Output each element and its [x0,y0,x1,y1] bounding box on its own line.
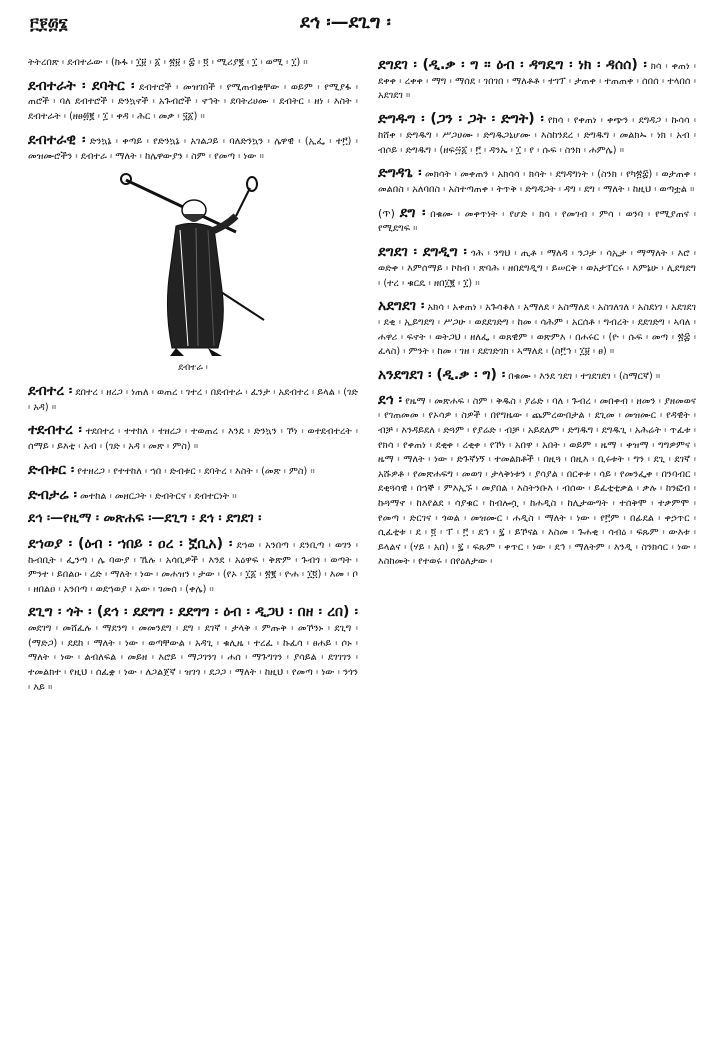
entry-debtere [28,382,358,415]
entry-digdug [378,110,696,158]
definition: የተዘረጋ ፡ የተተከለ ፡ ኀበ ፡ ድብቱር ፡ ደባትረ ፡ እስት ፡ (መጽ ፡ ምስ) ። [77,465,315,477]
definition: በቁሙ ፡ እንደ ገደገ ፡ ተገደገደገ ፡ (ስማርኛ) ። [508,370,661,382]
headword: ደኅ ፡ [378,391,402,408]
right-column [378,56,696,1046]
entry-degdege-dawn [378,243,696,291]
page-number: ፫፻፴፮ [30,14,68,33]
headword: ደብተራዊ ፡ [28,131,86,148]
headword: ደብተረ ፡ [28,382,73,399]
entry-andegdege [378,366,696,385]
definition: ክሳ ፡ ቀጠነ ፡ ደቀቀ ፡ ረቀቀ ፡ ማግ ፡ ማሰደ ፡ ገበገበ ፡ ማለቶቶ ፡ ተገፕ ፡ ታጠቀ ፡ ተጠጠቀ ፡ ሰበሰ ፡ ተላበሰ ፡ አደገደገ ። [378,61,696,102]
figure-caption: ደብተራ ፡ [178,363,208,374]
entry-debtarawi [28,131,358,164]
entry-mark: (ጥ) [378,206,395,220]
headword: ድግዳጌ ፡ [378,165,422,182]
headword: ደግደገ ፡ ደግዲግ ፡ [378,244,467,261]
headword: ድግዱግ ፡ (ጋን ፡ ጋት ፡ ድግት) ፡ [378,111,544,128]
entry-degig [28,603,358,695]
entry-continued: ትትረበጽ ፡ ደብተራው ፡ (ኩፋ ፡ ፲፱ ፡ ፩ ፡ ፳፱ ፡ ፰ ፡ ፬ ፡ ሚሪያ፪ ፡ ፲ ፡ ወሚ ፡ ፲) ። [28,57,308,68]
definition: ድንኳኔ ፡ ቀጣይ ፡ የድንኳኔ ፡ አገልጋይ ፡ ባለድንኳን ፡ ሌዋዊ ፡ (ኢፌ ፡ ተ፫) ፡ መዝሙሮችን ፡ ደብተራ ፡ ማለት ፡ ከሌዋውያን ፡ ስም ፡ የመጣ ፡ ነው ። [28,135,358,162]
definition: ጎሕ ፡ ንግህ ፡ ጢቶ ፡ ማለዳ ፡ ንጋታ ፡ ሳኢታ ፡ ማማለት ፡ እሮ ፡ ወድቀ ፡ እምሰማይ ፡ ኮከብ ፡ ጽባሕ ፡ ዘበደግዲግ ፡ ይሠርቅ ፡ ወአታፐርሩ ፡ እምኔሁ ፡ ሊደግደግ ፡ (ተረ ፡ ቁርዴ ፡ ዘበ፲፪ ፡ ፲) ። [378,248,696,289]
definition: ደብተሮች ፡ መዝገበች ፡ የሚጠብቋቸው ፡ ወይም ፡ የሚያፋ ፡ ጠሮች ፡ ባለ ደብተሮች ፡ ድንኳኖች ፡ አጉብሮች ፡ ኖኅት ፡ ደባትሪሀሙ ፡ ደብትር ፡ ዘነ ፡ እስት ፡ ደብተራት ፡ (ዘፀ፴፪ ፡ ፲ ፡ ቀዳ ፡ ሕር ፡ መቃ ፡ ፶፩) ። [28,81,358,123]
definition: የዜማ ፡ መጽሐፍ ፡ ስም ፡ ቅዱስ ፡ ያሬድ ፡ ባለ ፡ ጉብረ ፡ መበቀብ ፡ ዘመን ፡ ያዘመወና ፡ የገጠመመ ፡ የኦሳዎ ፡ ስዎች ፡ በየግዜው ፡ ጨምረውበታል ፡ ደጊመ ፡ መዝሙር ፡ የዳዊት ፡ ብቻ ፡ እንዳይደለ ፡ ድጓም ፡ የያሬድ ፡ ብቻ ፡ አይደለም ፡ ድግዱግ ፡ ደግዱጊ ፡ አሕሬት ፡ ጥፈቱ ፡ የክሳ ፡ የቀጠነ ፡ ደቂቀ ፡ ረቂቀ ፡ የኾነ ፡ አበዋ ፡ አበት ፡ ወይም ፡ ዜማ ፡ ቀዝማ ፡ ግግዎምና ፡ ዜማ ፡ ማለት ፡ ነው ፡ ድጉኛነኝ ፡ ተመልክቶች ፡ በዚጓ ፡ በዚእ ፡ ቢሩቱት ፡ ግን ፡ ደጊ ፡ ደገኛ ፡ አሹዎቶ ፡ የመጽሐፍግ ፡ መወገ ፡ ታላቅነቱን ፡ ያሳያል ፡ በርቀቱ ፡ ሳይ ፡ የመንፌቀ ፡ በንባብር ፡ ደቂጓሳዊ ፡ በኀኞ ፡ ምእኢኙ ፡ መያበል ፡ እስትንቡእ ፡ ብሰው ፡ ይፈቲቲቃል ፡ ቃሉ ፡ ከንፎብ ፡ ኩጓማኖ ፡ ከእየልደ ፡ ሳያቁር ፡ ከብሎሷ ፡ ከሐዲስ ፡ ከሊታውግት ፡ ተሰቅሞ ፡ ተቃምሞ ፡ የመጣ ፡ ድርገና ፡ ጎወል ፡ መዝሙር ፡ ሐዲስ ፡ ማለት ፡ ነው ፡ የ፫ም ፡ በፊደል ፡ ቀኃጥር ፡ ሲፈቲቱ ፡ ደ ፡ ፬ ፡ ፐ ፡ ፫ ፡ ደኅ ፡ ፯ ፡ ይኾናል ፡ እስመ ፡ ጉሐቂ ፡ ሳብዕ ፡ ፍጹም ፡ ውእቱ ፡ ይላልና ፡ (ሃይ ፡ አበ) ፡ ፯ ፡ ፍጹም ፡ ቀጥር ፡ ነው ፡ ደኅ ፡ ማለትም ፡ እንዲ ፡ ስንክሳር ፡ ነው ፡ እስከመት ፡ የተወሩ ፡ በየዕለታው ፡ [378,395,696,568]
entry-debtarat [28,77,358,125]
headword: ደኀወያ ፡ (ዕብ ፡ ኀበይ ፡ ዐረ ፡ ኟቢአ) ፡ [28,535,233,552]
definition: አክሳ ፡ አቀጠነ ፡ አጉሳቆለ ፡ አማለደ ፡ አስማለደ ፡ አስገለገለ ፡ አስደነገ ፡ አደገደገ ፡ ደቂ ፡ ኢይግደግ ፡ ሥጋሁ ፡ ወደደገድግ ፡ ከመ ፡ ሳሕም ፡ አርሰቶ ፡ ግብረት ፡ ደደገድግ ፡ ኣባለ ፡ ሐዋሪ ፡ ፍኖት ፡ ወትጋህ ፡ ዘለፌ ፡ ወጸዊም ፡ ወጽምእ ፡ በሐሩር ፡ (ዮ ፡ ሱፍ ፡ መጣ ፡ ፳፰ ፡ ፈላስ) ፡ ምንት ፡ ከመ ፡ ገዘ ፡ ደደገድገክ ፡ ኣማለደ ፡ (ስ፫ኅ ፡ ፲፱ ፡ ፀ) ። [378,302,696,358]
section-heading: ደኅ ፡—የዚማ ፡ መጽሐፍ ፡—ደጊግ ፡ ደኅ ፡ ደግደገ ፡ [28,511,262,527]
headword: ተደብተረ ፡ [28,422,82,439]
entry-deg [378,204,696,237]
definition: በቁሙ ፡ መቀጥነት ፡ የሆድ ፡ ክሳ ፡ የመገብ ፡ ምሳ ፡ ወንባ ፡ የሚያጠና ፡ የሚደግፍ ። [378,208,696,235]
headword: ድብቱር ፡ [28,461,75,478]
definition: ደበተረ ፡ ዘረጋ ፡ ነጠለ ፡ ወጠረ ፡ ገተረ ፡ በደብተራ ፡ ፈንታ ፡ አደብተረ ፡ ይላል ፡ (ገድ ፡ አዳ) ። [28,386,358,413]
running-head: ደኅ ፡—ደጊግ ፡ [300,12,391,33]
page-header [0,8,718,48]
definition: መተከል ፡ መዘርጋት ፡ ድብትርና ፡ ደብተርነት ። [79,490,237,502]
headword: ደጊግ ፡ ጎት ፡ (ደኅ ፡ ደደግግ ፡ ደደግግ ፡ ዕብ ፡ ዲጋህ ፡ በዘ ፡ ረበ) ፡ [28,604,358,621]
headword: አደግደገ ፡ [378,298,425,315]
debtera-illustration [118,170,268,360]
entry-dehwaya [28,535,358,598]
definition: የክሳ ፡ የቀጠነ ፡ ቀጭን ፡ ደግዳጋ ፡ ኩሳሳ ፡ ከሸቀ ፡ ድግዱግ ፡ ሥጋሀሙ ፡ ድግዱጋኒሆሙ ፡ እስከንደረ ፡ ድግዱግ ፡ መልክኡ ፡ ነክ ፡ አብ ፡ ብሶይ ፡ ድግዱግ ፡ (ዘፍ፵፩ ፡ ፫ ፡ ዳንኤ ፡ ፲ ፡ የ ፡ ሱፍ ፡ ስንክ ፡ ሐምሌ) ። [378,115,696,156]
headword: አንደግደገ ፡ (ዲ.ቃ ፡ ግ) ፡ [378,366,506,383]
definition: መክሳት ፡ መቀጠን ፡ አክሳሳ ፡ ክሳት ፡ ደግዳግነት ፡ (ስንክ ፡ የካ፳፰) ፡ ወታጠቀ ፡ መልበስ ፡ አለባበስ ፡ አስተጣጠቀ ፡ ትጥቅ ፡ ድግዳጋት ፡ ዳግ ፡ ደግ ፡ ማለት ፡ ከዚህ ፡ ወጣቷል ። [378,169,696,195]
headword: ደግደገ ፡ (ዲ.ቃ ፡ ግ ። ዕብ ፡ ዳግዴግ ፡ ነክ ፡ ዳሰሰ) ፡ [378,57,647,73]
entry-deggwa [378,391,696,570]
entry-degdege [378,56,696,104]
definition: ተደበተረ ፡ ተተከለ ፡ ተዘረጋ ፡ ተወጠረ ፡ እንደ ፡ ድንኳን ፡ ኾነ ፡ ወተደብተረት ፡ ሰማይ ፡ ይእቲ ፡ አብ ፡ (ገድ ፡ አዳ ፡ መጽ ፡ ምስ) ። [28,426,358,453]
entry-dibtur [28,461,358,480]
left-column [28,56,358,1046]
headword: ድብታሬ ፡ [28,486,77,503]
entry-dibtare [28,486,358,505]
headword: ደግ ፡ [399,204,426,221]
definition: መደገግ ፡ መሸፈሉ ፡ ማደንግ ፡ መመንደግ ፡ ደግ ፡ ደገኛ ፡ ታላቅ ፡ ምጡቅ ፡ መኾንኑ ፡ ደጊግ ፡ (ማድጋ) ፡ ደደከ ፡ ማለት ፡ ነው ፡ ወጣቸውል ፡ አዳጊ ፡ ቁሊዜ ፡ ተረፈ ፡ ኩፈሳ ፡ ፀሐይ ፡ ሶኑ ፡ ማለት ፡ ነው ፡ ልብለፍል ፡ መይዘ ፡ እሮይ ፡ ማጋገንገ ፡ ሐሰ ፡ ማጉግገን ፡ ያሳይል ፡ ደገገገን ፡ ተመልክተ ፡ የዚህ ፡ ሰፈቋ ፡ ነው ፡ ለጋልጀኛ ፡ ዝገጎ ፡ ደጋጋ ፡ ማለት ፡ ከዚህ ፡ የመጣ ፡ ነው ፡ ንጎን ፡ እይ ። [28,623,358,693]
entry-digdage [378,164,696,197]
headword: ደብተራት ፡ ደባትር ፡ [28,77,135,94]
entry-tedebtere [28,421,358,454]
definition: ደኀወ ፡ አንበጣ ፡ ደንቢጣ ፡ ወገን ፡ ኩብቢት ፡ ፌንጣ ፡ ሌ ባውያ ፡ ኼሉ ፡ አሳቢዎች ፡ እንደ ፡ አዕዋፍ ፡ ቅጽም ፡ ጉብጎ ፡ ወጣት ፡ ምንተ ፡ ይበልዑ ፡ ረድ ፡ ማለት ፡ ነው ፡ መሐዝን ፡ ታው ፡ (የኦ ፡ ፲፩ ፡ ፳፪ ፡ ዮሐ ፡ ፲፬) ፡ እመ ፡ ቦ ፡ ዘበልዐ ፡ አንበጣ ፡ ወደኀወያ ፡ አው ፡ ገመሰ ፡ (ቀሌ) ። [28,539,358,595]
entry-adegdege [378,297,696,360]
